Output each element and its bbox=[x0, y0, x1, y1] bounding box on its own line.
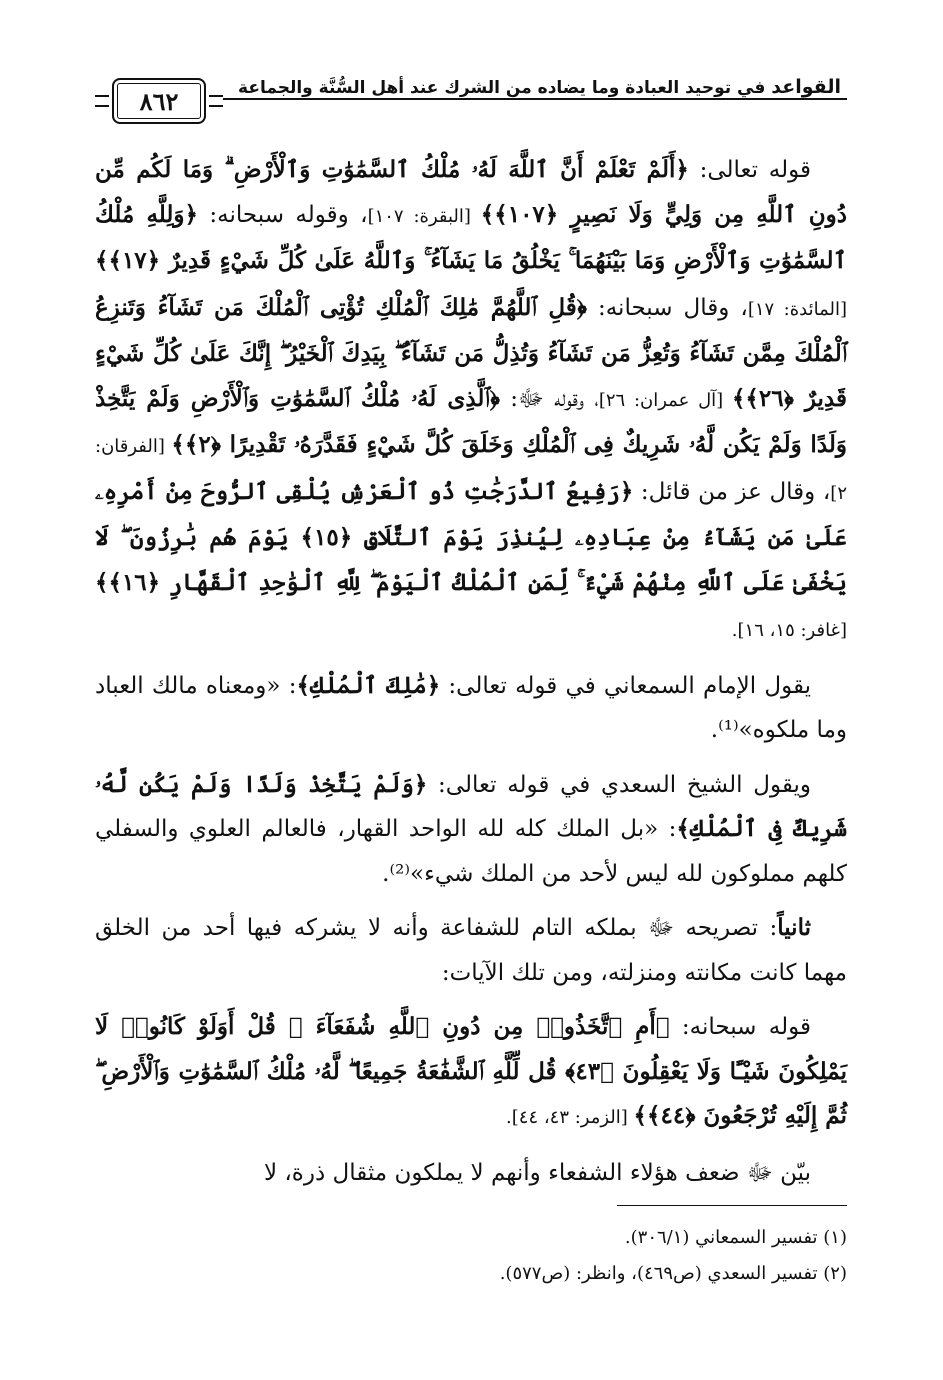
text-run: ⁽¹⁾ bbox=[718, 717, 739, 743]
text-run: ، وقوله سبحانه: bbox=[197, 201, 368, 228]
footnote-2: (٢) تفسير السعدي (ص٤٦٩)، وانظر: (ص٥٧٧). bbox=[499, 1263, 847, 1284]
quran-verse: ﴿أَلَمْ تَعْلَمْ أَنَّ ٱللَّهَ لَهُۥ مُلْكُ ٱلسَّمَٰوَٰتِ وَٱلْأَرْضِ ۗ وَمَا لَكُم مِّن دُونِ ٱللَّهِ مِن وَلِيٍّ وَلَا نَصِيرٍ ﴿١٠٧﴾﴾ bbox=[95, 156, 847, 228]
quran-verse: ﴿وَلَمْ يَتَّخِذْ وَلَدًا وَلَمْ يَكُن لَّهُۥ شَرِيكٌ فِى ٱلْمُلْكِ﴾ bbox=[95, 770, 847, 842]
paragraph-p1 bbox=[95, 148, 847, 654]
verse-reference: [الفرقان: ٢] bbox=[95, 436, 847, 504]
frame-ornament-left bbox=[95, 95, 109, 107]
paragraph-p4 bbox=[95, 906, 847, 995]
text-run: بيّن ﷻ ضعف هؤلاء الشفعاء وأنهم لا يملكون مثقال ذرة، لا bbox=[263, 1159, 811, 1186]
text-run: ⁽²⁾ bbox=[389, 860, 411, 887]
running-title-rest: في توحيد العبادة وما يضاده من الشرك عند أهل السُّنَّة والجماعة bbox=[238, 78, 772, 98]
quran-verse: ﴿قُلِ ٱللَّهُمَّ مَٰلِكَ ٱلْمُلْكِ تُؤْتِى ٱلْمُلْكَ مَن تَشَآءُ وَتَنزِعُ ٱلْمُلْكَ مِمَّن تَشَآءُ وَتُعِزُّ مَن تَشَآءُ وَتُذِلُّ مَن تَشَآءُ ۖ بِيَدِكَ ٱلْخَيْرُ ۖ إِنَّكَ عَلَىٰ كُلِّ شَيْءٍ قَدِيرٌ ﴿٢٦﴾﴾ bbox=[95, 293, 847, 412]
text-run: ، وقال عز من قائل: bbox=[633, 478, 831, 505]
paragraph-p2 bbox=[95, 664, 847, 753]
verse-reference: [غافر: ١٥، ١٦]. bbox=[731, 620, 847, 641]
running-title bbox=[223, 76, 847, 98]
page-header bbox=[95, 70, 847, 132]
quran-verse: ﴿رَفِيعُ ٱلدَّرَجَٰتِ ذُو ٱلْعَرْشِ يُلْقِى ٱلرُّوحَ مِنْ أَمْرِهِۦ عَلَىٰ مَن يَشَآءُ مِنْ عِبَادِهِۦ لِيُنذِرَ يَوْمَ ٱلتَّلَاقِ ﴿١٥﴾ يَوْمَ هُم بَٰرِزُونَ ۖ لَا يَخْفَىٰ عَلَى ٱللَّهِ مِنْهُمْ شَيْءٌ ۚ لِّمَنِ ٱلْمُلْكُ ٱلْيَوْمَ ۖ لِلَّهِ ٱلْوَٰحِدِ ٱلْقَهَّارِ ﴿١٦﴾﴾ bbox=[95, 477, 847, 596]
page-number: ٨٦٢ bbox=[139, 86, 179, 116]
quran-verse: ﴿أَمِ ٱتَّخَذُوا۟ مِن دُونِ ٱللَّهِ شُفَعَآءَ ۚ قُلْ أَوَلَوْ كَانُوا۟ لَا يَمْلِكُونَ شَيْـًٔا وَلَا يَعْقِلُونَ ﴿٤٣﴾ قُل لِّلَّهِ ٱلشَّفَٰعَةُ جَمِيعًا ۖ لَّهُۥ مُلْكُ ٱلسَّمَٰوَٰتِ وَٱلْأَرْضِ ۖ ثُمَّ إِلَيْهِ تُرْجَعُونَ ﴿٤٤﴾﴾ bbox=[95, 1013, 847, 1129]
footnote-1: (١) تفسير السمعاني (٣٠٦/١). bbox=[624, 1227, 847, 1248]
text-run: . bbox=[710, 717, 719, 743]
quran-verse: ﴿وَلِلَّهِ مُلْكُ ٱلسَّمَٰوَٰتِ وَٱلْأَرْضِ وَمَا بَيْنَهُمَا ۚ يَخْلُقُ مَا يَشَآءُ ۚ وَٱللَّهُ عَلَىٰ كُلِّ شَيْءٍ قَدِيرٌ ﴿١٧﴾﴾ bbox=[95, 200, 847, 274]
page-number-frame bbox=[95, 73, 223, 129]
main-text bbox=[95, 148, 847, 1195]
paragraph-p6 bbox=[95, 1151, 847, 1196]
quran-verse: ﴿مَٰلِكَ ٱلْمُلْكِ﴾ bbox=[296, 671, 441, 699]
verse-reference: [الزمر: ٤٣، ٤٤]. bbox=[506, 1107, 634, 1128]
text-run: : تصريحه ﷻ بملكه التام للشفاعة وأنه لا يشركه فيها أحد من الخلق مهما كانت مكانته ومنزلته، ومن تلك الآيات: bbox=[95, 915, 847, 986]
text-run: ، وقوله ﷻ: bbox=[499, 385, 599, 412]
text-run: : «ومعناه مالك العباد وما ملكوه» bbox=[95, 672, 847, 743]
text-run: قوله تعالى: bbox=[688, 157, 811, 183]
footnote-separator bbox=[617, 1205, 847, 1206]
verse-reference: [آل عمران: ٢٦] bbox=[598, 389, 732, 411]
text-run: ، وقال سبحانه: bbox=[586, 294, 748, 321]
text-run: قوله سبحانه: bbox=[669, 1014, 811, 1040]
text-run: ثانياً bbox=[777, 914, 811, 941]
header-rule bbox=[223, 98, 847, 100]
book-page bbox=[95, 70, 847, 1350]
paragraph-p3 bbox=[95, 763, 847, 897]
frame-ornament-right bbox=[209, 95, 223, 107]
text-run: : «بل الملك كله لله الواحد القهار، فالعالم العلوي والسفلي كلهم مملوكون لله ليس لأحد من الملك شيء» bbox=[95, 816, 847, 887]
footnotes bbox=[95, 1220, 847, 1292]
paragraph-p5 bbox=[95, 1005, 847, 1141]
page-number-box bbox=[112, 78, 206, 124]
verse-reference: [البقرة: ١٠٧] bbox=[367, 205, 481, 227]
running-title-strong: القواعد bbox=[771, 76, 841, 98]
text-run: ويقول الشيخ السعدي في قوله تعالى: bbox=[427, 771, 811, 798]
text-run: يقول الإمام السمعاني في قوله تعالى: bbox=[440, 672, 811, 699]
text-run: . bbox=[382, 860, 390, 887]
verse-reference: [المائدة: ١٧] bbox=[747, 298, 847, 320]
quran-verse: ﴿ٱلَّذِى لَهُۥ مُلْكُ ٱلسَّمَٰوَٰتِ وَٱلْأَرْضِ وَلَمْ يَتَّخِذْ وَلَدًا وَلَمْ يَكُن لَّهُۥ شَرِيكٌ فِى ٱلْمُلْكِ وَخَلَقَ كُلَّ شَيْءٍ فَقَدَّرَهُۥ تَقْدِيرًا ﴿٢﴾﴾ bbox=[95, 384, 848, 458]
